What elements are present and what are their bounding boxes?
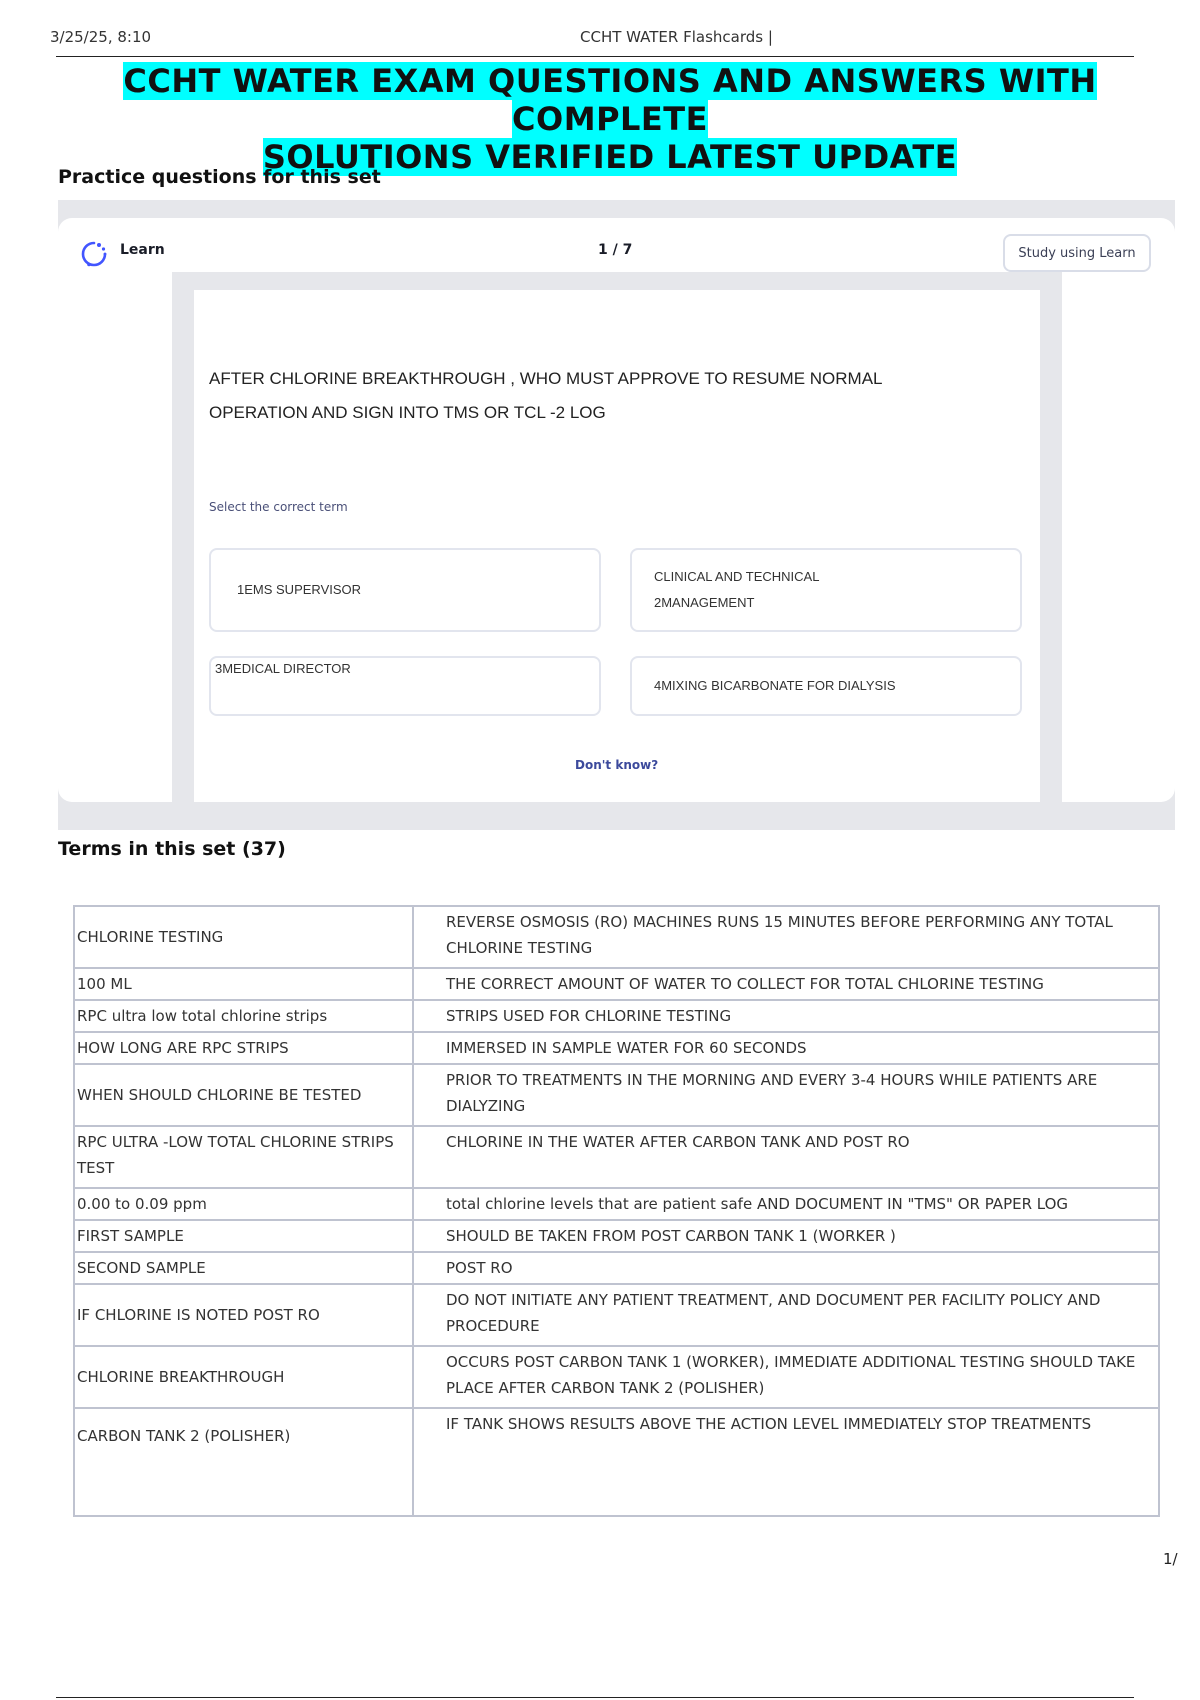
header-divider (56, 56, 1134, 57)
answer-option-label: 4MIXING BICARBONATE FOR DIALYSIS (654, 678, 896, 693)
terms-table (73, 905, 1160, 1517)
document-title (30, 62, 1190, 176)
term-cell: WHEN SHOULD CHLORINE BE TESTED (74, 1064, 413, 1126)
term-cell: FIRST SAMPLE (74, 1220, 413, 1252)
definition-cell: REVERSE OSMOSIS (RO) MACHINES RUNS 15 MINUTES BEFORE PERFORMING ANY TOTAL CHLORINE TESTING (413, 906, 1159, 968)
answer-option-3[interactable] (209, 656, 601, 716)
question-progress: 1 / 7 (598, 242, 633, 258)
term-cell: HOW LONG ARE RPC STRIPS (74, 1032, 413, 1064)
table-row (74, 1252, 1159, 1284)
definition-cell: POST RO (413, 1252, 1159, 1284)
footer-divider (56, 1697, 1134, 1698)
table-row (74, 1032, 1159, 1064)
table-row (74, 968, 1159, 1000)
table-row (74, 1126, 1159, 1188)
definition-cell: total chlorine levels that are patient safe AND DOCUMENT IN "TMS" OR PAPER LOG (413, 1188, 1159, 1220)
answer-option-label: CLINICAL AND TECHNICAL 2MANAGEMENT (654, 569, 820, 610)
term-cell: CARBON TANK 2 (POLISHER) (74, 1408, 413, 1516)
answer-option-1[interactable] (209, 548, 601, 632)
table-row (74, 1220, 1159, 1252)
table-row (74, 1188, 1159, 1220)
practice-heading: Practice questions for this set (58, 166, 381, 188)
learn-icon (80, 240, 108, 268)
definition-cell: STRIPS USED FOR CHLORINE TESTING (413, 1000, 1159, 1032)
page-number: 1/ (1163, 1550, 1178, 1568)
definition-cell: CHLORINE IN THE WATER AFTER CARBON TANK AND POST RO (413, 1126, 1159, 1188)
term-cell: 0.00 to 0.09 ppm (74, 1188, 413, 1220)
table-row (74, 906, 1159, 968)
table-row (74, 1408, 1159, 1516)
answer-option-4[interactable] (630, 656, 1022, 716)
definition-cell: OCCURS POST CARBON TANK 1 (WORKER), IMMEDIATE ADDITIONAL TESTING SHOULD TAKE PLACE AFTER CARBON TANK 2 (POLISHER) (413, 1346, 1159, 1408)
learn-label: Learn (120, 242, 165, 258)
document-title-line-2: SOLUTIONS VERIFIED LATEST UPDATE (262, 138, 958, 176)
term-cell: IF CHLORINE IS NOTED POST RO (74, 1284, 413, 1346)
print-date: 3/25/25, 8:10 (50, 28, 152, 46)
answer-option-label: 1EMS SUPERVISOR (237, 582, 362, 597)
term-cell: RPC ultra low total chlorine strips (74, 1000, 413, 1032)
learn-card (58, 218, 1175, 802)
select-term-label: Select the correct term (209, 500, 348, 514)
definition-cell: IMMERSED IN SAMPLE WATER FOR 60 SECONDS (413, 1032, 1159, 1064)
question-text: AFTER CHLORINE BREAKTHROUGH , WHO MUST APPROVE TO RESUME NORMAL OPERATION AND SIGN INTO TMS OR TCL -2 LOG (209, 369, 882, 422)
print-page-title: CCHT WATER Flashcards | (580, 28, 773, 46)
dont-know-link[interactable]: Don't know? (575, 758, 659, 772)
answer-option-2[interactable] (630, 548, 1022, 632)
table-row (74, 1000, 1159, 1032)
learn-widget (58, 200, 1175, 830)
terms-heading: Terms in this set (37) (58, 838, 286, 860)
question-card (194, 290, 1040, 802)
document-title-line-1: CCHT WATER EXAM QUESTIONS AND ANSWERS WITH COMPLETE (123, 62, 1097, 138)
table-row (74, 1346, 1159, 1408)
definition-cell: IF TANK SHOWS RESULTS ABOVE THE ACTION LEVEL IMMEDIATELY STOP TREATMENTS (413, 1408, 1159, 1516)
definition-cell: DO NOT INITIATE ANY PATIENT TREATMENT, AND DOCUMENT PER FACILITY POLICY AND PROCEDURE (413, 1284, 1159, 1346)
table-row (74, 1284, 1159, 1346)
term-cell: CHLORINE TESTING (74, 906, 413, 968)
term-cell: 100 ML (74, 968, 413, 1000)
definition-cell: PRIOR TO TREATMENTS IN THE MORNING AND EVERY 3-4 HOURS WHILE PATIENTS ARE DIALYZING (413, 1064, 1159, 1126)
term-cell: SECOND SAMPLE (74, 1252, 413, 1284)
term-cell: RPC ULTRA -LOW TOTAL CHLORINE STRIPS TEST (74, 1126, 413, 1188)
study-using-learn-button[interactable]: Study using Learn (1003, 234, 1151, 272)
definition-cell: THE CORRECT AMOUNT OF WATER TO COLLECT FOR TOTAL CHLORINE TESTING (413, 968, 1159, 1000)
table-row (74, 1064, 1159, 1126)
term-cell: CHLORINE BREAKTHROUGH (74, 1346, 413, 1408)
definition-cell: SHOULD BE TAKEN FROM POST CARBON TANK 1 (WORKER ) (413, 1220, 1159, 1252)
answer-option-label: 3MEDICAL DIRECTOR (215, 661, 351, 676)
